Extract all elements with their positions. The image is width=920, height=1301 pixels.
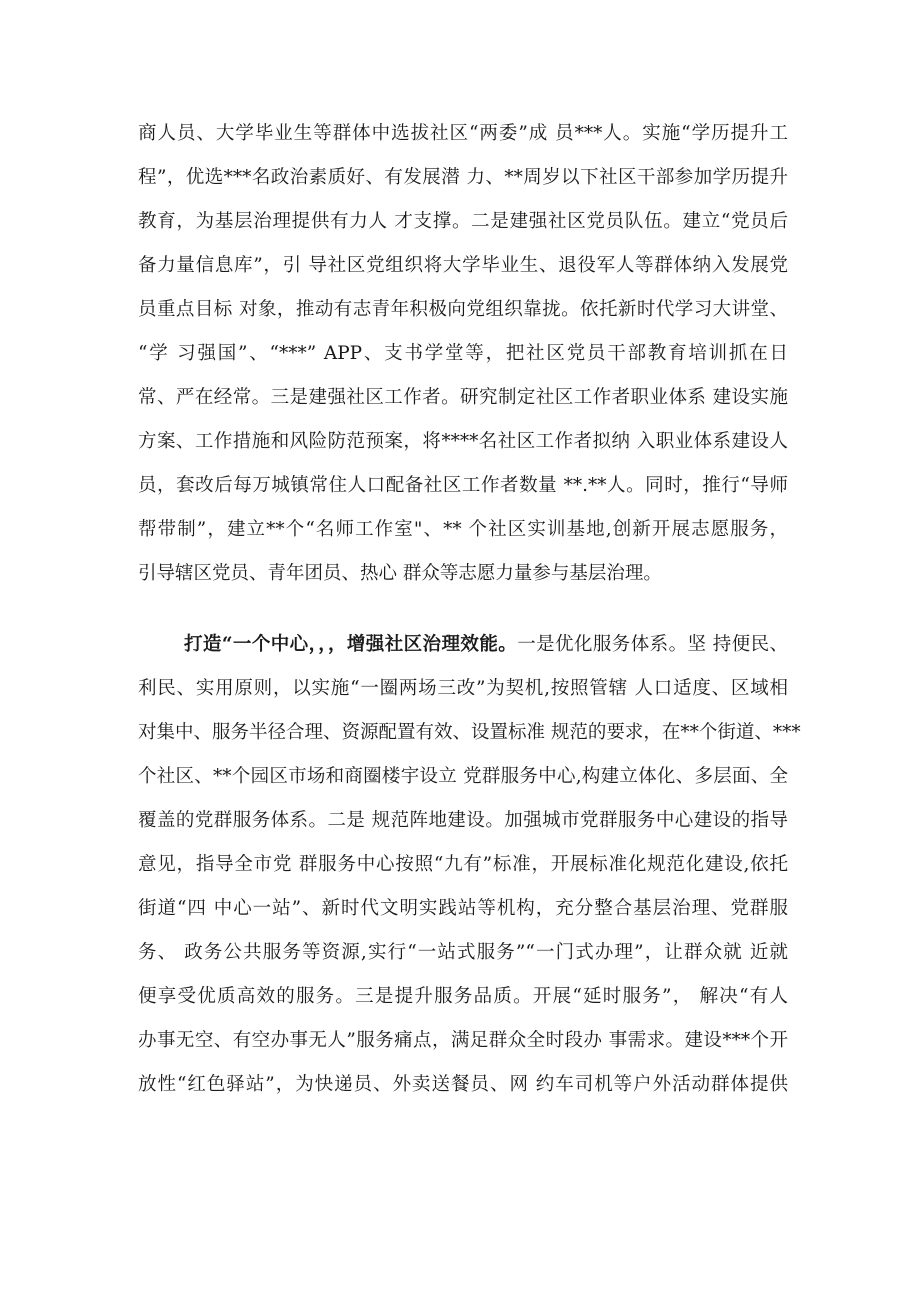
paragraph-1-line-2: 程”，优选***名政治素质好、有发展潜 力、**周岁以下社区干部参加学历提升 [138,167,788,188]
paragraph-2-line-6: 意见，指导全市党 群服务中心按照“九有”标准，开展标准化规范化建设,依托 [138,854,788,875]
paragraph-1-line-6: “学 习强国”、“***” APP、支书学堂等，把社区党员干部教育培训抓在日 [138,343,788,364]
paragraph-2-line-1 [184,632,788,658]
paragraph-1-line-4: 备力量信息库”，引 导社区党组织将大学毕业生、退役军人等群体纳入发展党 [138,255,788,276]
paragraph-2-line-8: 务、 政务公共服务等资源,实行“一站式服务”“一门式办理”，让群众就 近就 [138,942,788,963]
paragraph-1-line-7: 常、严在经常。三是建强社区工作者。研究制定社区工作者职业体系 建设实施 [138,387,788,408]
paragraph-2-heading: 打造“一个中心，，，增强社区治理效能。 [184,634,518,655]
paragraph-2-line-4: 个社区、**个园区市场和商圈楼宇设立 党群服务中心,构建立体化、多层面、全 [138,766,788,787]
paragraph-1-line-9: 员，套改后每万城镇常住人口配备社区工作者数量 **.**人。同时，推行“导师 [138,475,788,496]
paragraph-2-line-5: 覆盖的党群服务体系。二是 规范阵地建设。加强城市党群服务中心建设的指导 [138,810,788,831]
paragraph-1-line-5: 员重点目标 对象，推动有志青年积极向党组织靠拢。依托新时代学习大讲堂、 [138,299,788,320]
paragraph-2-line-9: 便享受优质高效的服务。三是提升服务品质。开展“延时服务”， 解决“有人 [138,986,788,1007]
paragraph-2-line-1-rest: 一是优化服务体系。坚 持便民、 [517,634,788,655]
paragraph-1-line-10: 帮带制”，建立**个“名师工作室"、** 个社区实训基地,创新开展志愿服务， [138,519,788,540]
paragraph-2-line-10: 办事无空、有空办事无人”服务痛点，满足群众全时段办 事需求。建设***个开 [138,1030,788,1051]
paragraph-2-line-3: 对集中、服务半径合理、资源配置有效、设置标准 规范的要求，在**个街道、*** [138,722,801,743]
paragraph-2-line-11: 放性“红色驿站”，为快递员、外卖送餐员、网 约车司机等户外活动群体提供 [138,1074,788,1095]
paragraph-1-line-1: 商人员、大学毕业生等群体中选拔社区“两委”成 员***人。实施“学历提升工 [138,123,788,144]
paragraph-2-line-7: 街道“四 中心一站”、新时代文明实践站等机构，充分整合基层治理、党群服 [138,898,788,919]
paragraph-1-line-8: 方案、工作措施和风险防范预案，将****名社区工作者拟纳 入职业体系建设人 [138,431,788,452]
paragraph-1-line-3: 教育，为基层治理提供有力人 才支撑。二是建强社区党员队伍。建立“党员后 [138,211,788,232]
paragraph-1-line-11: 引导辖区党员、青年团员、热心 群众等志愿力量参与基层治理。 [138,563,662,584]
paragraph-2-line-2: 利民、实用原则，以实施“一圈两场三改”为契机,按照管辖 人口适度、区域相 [138,678,788,699]
